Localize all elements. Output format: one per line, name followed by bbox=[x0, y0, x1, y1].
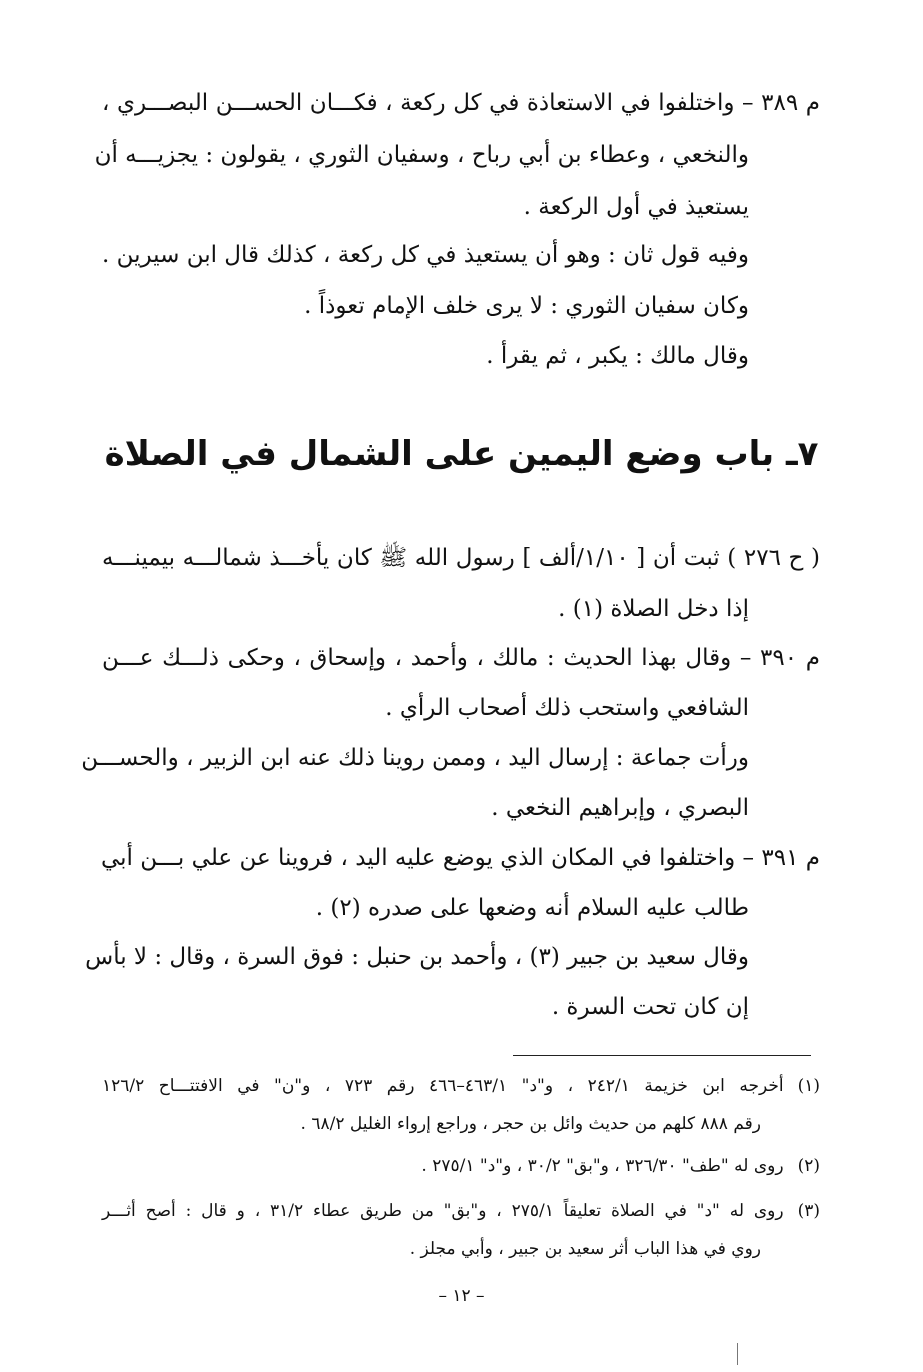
paragraph-391-line-4: إن كان تحت السرة . bbox=[551, 994, 749, 1020]
paragraph-390-line-4: البصري ، وإبراهيم النخعي . bbox=[491, 795, 749, 821]
paragraph-389-line-2: والنخعي ، وعطاء بن أبي رباح ، وسفيان الثوري ، يقولون : يجزيـــه أن bbox=[94, 142, 749, 168]
hadith-276-line-2: إذا دخل الصلاة (١) . bbox=[558, 596, 749, 622]
footnote-2-text: روى له "طف" ٣٢٦/٣٠ ، و"بق" ٣٠/٢ ، و"د" ٢٧٥/١ . bbox=[421, 1156, 784, 1176]
paragraph-389-line-1: م ٣٨٩ – واختلفوا في الاستعاذة في كل ركعة ، فكـــان الحســـن البصـــري ، bbox=[102, 90, 820, 116]
paragraph-390-line-1: م ٣٩٠ – وقال بهذا الحديث : مالك ، وأحمد ، وإسحاق ، وحكى ذلـــك عـــن bbox=[102, 645, 820, 671]
footnote-3-line-1 bbox=[102, 1198, 820, 1224]
footnote-3-line-2: روي في هذا الباب أثر سعيد بن جبير ، وأبي مجلز . bbox=[409, 1239, 761, 1259]
paragraph-391-line-2: طالب عليه السلام أنه وضعها على صدره (٢) . bbox=[315, 895, 749, 921]
paragraph-391-line-3: وقال سعيد بن جبير (٣) ، وأحمد بن حنبل : فوق السرة ، وقال : لا بأس bbox=[85, 944, 749, 970]
footnote-3-text: روى له "د" في الصلاة تعليقاً ٢٧٥/١ ، و"بق" من طريق عطاء ٣١/٢ ، و قال : أصح أثـــر bbox=[102, 1201, 784, 1221]
footnote-1-text: أخرجه ابن خزيمة ٢٤٢/١ ، و"د" ٤٦٣/١–٤٦٦ رقم ٧٢٣ ، و"ن" في الافتتـــاح ١٢٦/٢ bbox=[102, 1076, 784, 1096]
hadith-276-line-1: ( ح ٢٧٦ ) ثبت أن [ ١/١٠/ألف ] رسول الله ﷺ كان يأخـــذ شمالـــه بيمينـــه bbox=[102, 545, 820, 571]
footnote-separator bbox=[513, 1055, 811, 1056]
paragraph-389-line-3: يستعيذ في أول الركعة . bbox=[523, 194, 749, 220]
paragraph-390-line-2: الشافعي واستحب ذلك أصحاب الرأي . bbox=[385, 695, 749, 721]
scan-mark bbox=[737, 1343, 738, 1365]
footnote-2-label: (٢) bbox=[797, 1156, 820, 1176]
paragraph-389-line-5: وكان سفيان الثوري : لا يرى خلف الإمام تعوذاً . bbox=[304, 293, 749, 319]
footnote-2-line-1 bbox=[102, 1153, 820, 1179]
footnote-1-line-1 bbox=[102, 1073, 820, 1099]
paragraph-389-line-6: وقال مالك : يكبر ، ثم يقرأ . bbox=[486, 343, 749, 369]
page-number: – ١٢ – bbox=[438, 1286, 485, 1306]
paragraph-390-line-3: ورأت جماعة : إرسال اليد ، وممن روينا ذلك عنه ابن الزبير ، والحســـن bbox=[81, 745, 749, 771]
footnote-1-label: (١) bbox=[797, 1076, 820, 1096]
paragraph-389-line-4: وفيه قول ثان : وهو أن يستعيذ في كل ركعة ، كذلك قال ابن سيرين . bbox=[101, 242, 749, 268]
footnote-1-line-2: رقم ٨٨٨ كلهم من حديث وائل بن حجر ، وراجع إرواء الغليل ٦٨/٢ . bbox=[300, 1114, 761, 1134]
footnote-3-label: (٣) bbox=[797, 1201, 820, 1221]
paragraph-391-line-1: م ٣٩١ – واختلفوا في المكان الذي يوضع عليه اليد ، فروينا عن علي بـــن أبي bbox=[100, 845, 820, 871]
chapter-heading: ٧ـ باب وضع اليمين على الشمال في الصلاة bbox=[104, 434, 819, 474]
